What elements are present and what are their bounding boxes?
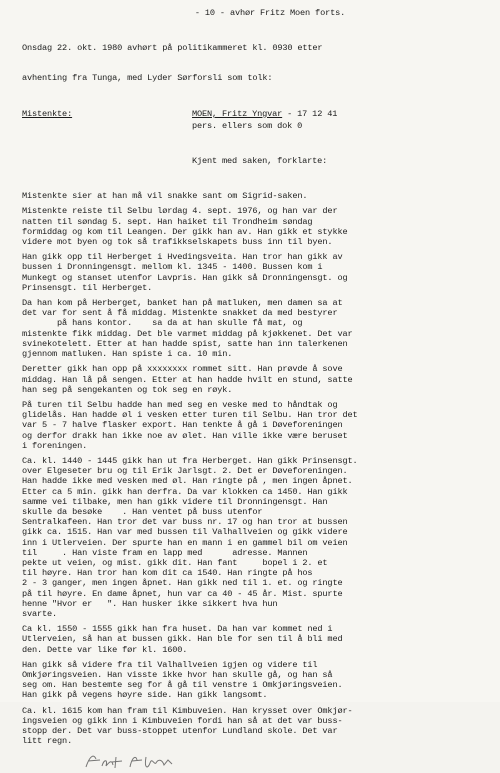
statement-line: pekte ut veien, og mist. gikk dit. Han fant bopel i 2. et [22, 557, 328, 568]
statement-line: svarte. [22, 608, 58, 619]
statement-paragraph [22, 364, 478, 395]
intro-paragraph [22, 22, 478, 104]
statement-line: Da han kom på Herberget, banket han på matluken, men damen sa at [22, 298, 343, 309]
suspect-label: Mistenkte: [22, 108, 73, 119]
statement-line: han seg på sengekanten og tok seg en røyk. [22, 384, 233, 395]
statement-line: samme vei tilbake, men han gikk videre til Dronningensgt. Han [22, 496, 328, 507]
statement-line: stopp der. Det var buss-stoppet utenfor Lundland skole. Det var [22, 726, 338, 736]
statement-line: Etter ca 5 min. gikk han derfra. Da var klokken ca 1450. Han gikk [22, 486, 348, 497]
statement-line: mistenkte fikk middag. Det ble varmet middag på kjøkkenet. Det var [22, 328, 353, 339]
statement-line: det var for sent å få middag. Mistenkte snakket da med bestyrer [22, 308, 338, 319]
statement-body [22, 191, 478, 746]
statement-line: videre mot byen og tok så trafikkselskapets buss inn til byen. [22, 237, 333, 248]
statement-line: glidelås. Han hadde øl i vesken etter turen til Selbu. Han tror det [22, 410, 358, 421]
statement-line: ingsveien og gikk inn i Kimbuveien fordi han så at det var buss- [22, 715, 343, 726]
statement-line: den. Dette var like før kl. 1600. [22, 644, 188, 655]
statement-paragraph [22, 400, 478, 451]
statement-line: Utlerveien, så han at bussen gikk. Han ble for sen til å bli med [22, 634, 343, 645]
statement-line: formiddag og kom til Leangen. Der gikk han av. Han gikk et stykke [22, 226, 348, 237]
page-header: - 10 - avhør Fritz Moen forts. [194, 8, 346, 18]
statement-line: Han hadde ikke med vesken med øl. Han ringte på , men ingen åpnet. [22, 476, 353, 487]
suspect-dob: - 17 12 41 [282, 108, 338, 119]
statement-line: Omkjøringsveien. Han visste ikke hvor han skulle gå, og han så [22, 669, 333, 680]
statement-line: var 5 - 7 halve flasker export. Han tenkte å gå i Døveforeningen [22, 420, 343, 431]
statement-paragraph [22, 298, 478, 359]
statement-line: Deretter gikk han opp på xxxxxxxx rommet sitt. Han prøvde å sove [22, 364, 343, 375]
pers-line: pers. ellers som dok 0 [192, 121, 303, 132]
statement-paragraph [22, 660, 478, 701]
statement-line: i foreningen. [22, 440, 88, 451]
statement-line: bussen i Dronningensgt. mellom kl. 1345 - 1400. Bussen kom i [22, 262, 323, 273]
statement-line: henne "Hvor er ". Han husker ikke sikkert hva hun [22, 598, 278, 609]
handwritten-signature-icon [82, 751, 192, 773]
statement-line: På turen til Selbu hadde han med seg en veske med to håndtak og [22, 399, 338, 410]
statement-line: på hans kontor. sa da at han skulle få mat, og [22, 318, 303, 329]
signature [82, 751, 478, 773]
statement-line: Han gikk opp til Herberget i Hvedingsveita. Han tror han gikk av [22, 252, 343, 263]
statement-paragraph [22, 206, 478, 247]
statement-line: til høyre. Han tror han kom dit ca 1540. Han ringte på hos [22, 568, 313, 579]
statement-line: svinekotelett. Etter at han hadde spist, satte han inn talerkenen [22, 338, 348, 349]
statement-line: seg om. Han bestemte seg for å gå til venstre i Omkjøringsveien. [22, 680, 343, 691]
statement-paragraph [22, 624, 478, 655]
statement-line: middag. Han lå på sengen. Etter at han hadde hvilt en stund, satte [22, 374, 353, 385]
statement-line: Mistenkte reiste til Selbu lørdag 4. sept. 1976, og han var der [22, 206, 338, 217]
statement-line: Han gikk så videre fra til Valhallveien igjen og videre til [22, 659, 318, 670]
statement-line: på til høyre. En dame åpnet, hun var ca 40 - 45 år. Mist. spurte [22, 588, 343, 599]
statement-paragraph [22, 191, 478, 201]
statement-line: Ca kl. 1550 - 1555 gikk han fra huset. Da han var kommet ned i [22, 624, 333, 635]
statement-line: Han gikk på vegens høyre side. Han gikk langsomt. [22, 690, 268, 701]
intro-line: Onsdag 22. okt. 1980 avhørt på politikammeret kl. 0930 etter [22, 42, 323, 53]
statement-line: Mistenkte sier at han må vil snakke sant om Sigrid-saken. [22, 191, 308, 202]
statement-paragraph [22, 706, 478, 747]
statement-line: over Elgeseter bru og til Erik Jarlsgt. 2. Det er Døveforeningen. [22, 466, 348, 477]
statement-paragraph [22, 456, 478, 619]
statement-line: skulle da besøke . Han ventet på buss utenfor [22, 506, 263, 517]
statement-line: inn i Utlerveien. Der spurte han en mann i en gammel bil om veien [22, 537, 348, 548]
statement-line: til . Han viste fram en lapp med adresse. Mannen [22, 547, 308, 558]
statement-paragraph [22, 252, 478, 293]
intro-line: avhenting fra Tunga, med Lyder Sørforsli som tolk: [22, 73, 273, 84]
statement-line: Sentralkafeen. Han tror det var buss nr. 17 og han tror at bussen [22, 517, 348, 528]
statement-line: natten til søndag 5. sept. Han haiket til Trondheim søndag [22, 216, 313, 227]
kjent-line: Kjent med saken, forklarte: [192, 155, 328, 166]
statement-line: gikk ca. 1515. Han var med bussen til Valhallveien og gikk videre [22, 527, 348, 538]
statement-line: litt regn. [22, 736, 73, 747]
suspect-row [22, 109, 478, 119]
statement-line: Ca. kl. 1440 - 1445 gikk han ut fra Herberget. Han gikk Prinsensgt. [22, 455, 358, 466]
statement-line: og derfor drakk han ikke noe av ølet. Han ville ikke være beruset [22, 430, 348, 441]
statement-line: Munkegt og stanset utenfor Lavpris. Han gikk så Dronningensgt. og [22, 272, 348, 283]
statement-line: gjennom matluken. Han spiste i ca. 10 min. [22, 349, 233, 360]
statement-line: Prinsensgt. til Herberget. [22, 282, 153, 293]
statement-line: 2 - 3 ganger, men ingen åpnet. Han gikk ned til 1. et. og ringte [22, 578, 343, 589]
statement-line: Ca. kl. 1615 kom han fram til Kimbuveien. Han krysset over Omkjør- [22, 705, 353, 716]
suspect-name: MOEN, Fritz Yngvar [192, 108, 283, 119]
